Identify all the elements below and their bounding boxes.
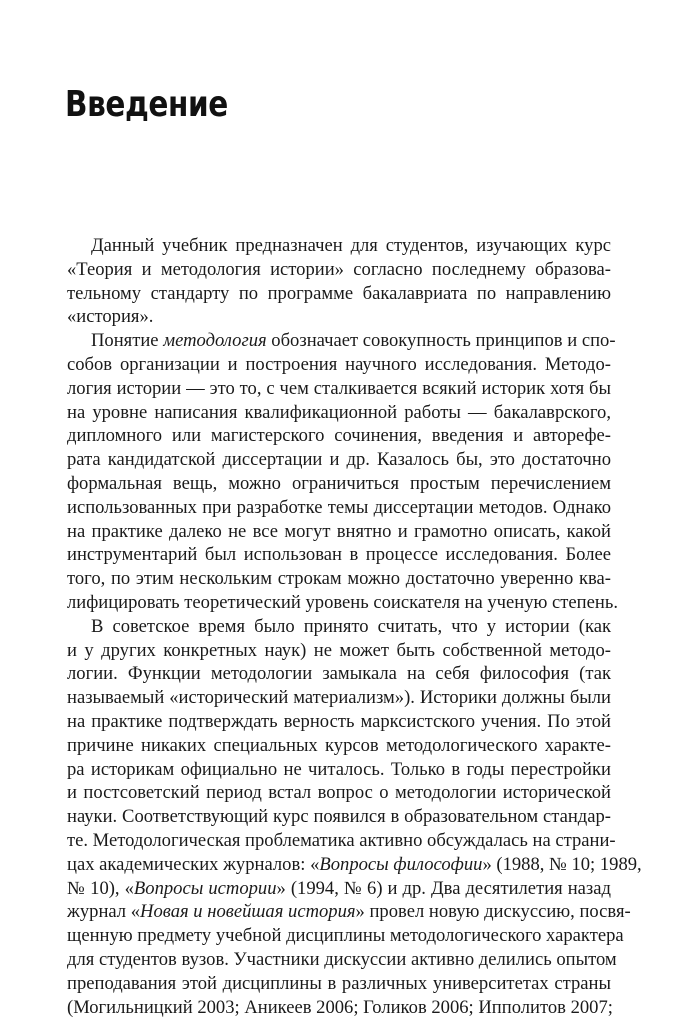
text-line: цах академических журналов: «Вопросы философии» (1988, № 10; 1989, bbox=[67, 853, 611, 877]
text-line: Понятие методология обозначает совокупность принципов и спо- bbox=[67, 329, 611, 353]
text-line: того, по этим нескольким строкам можно достаточно уверенно ква- bbox=[67, 567, 611, 591]
text-line: использованных при разработке темы диссертации методов. Однако bbox=[67, 496, 611, 520]
text-line: на практике подтверждать верность марксистского учения. По этой bbox=[67, 710, 611, 734]
chapter-heading: Введение bbox=[65, 84, 228, 125]
text-line: тельному стандарту по программе бакалавриата по направлению bbox=[67, 282, 611, 306]
text-line: преподавания этой дисциплины в различных университетах страны bbox=[67, 972, 611, 996]
text-line: (Могильницкий 2003; Аникеев 2006; Голиков 2006; Ипполитов 2007; bbox=[67, 996, 611, 1019]
text-line: науки. Соответствующий курс появился в образовательном стандар- bbox=[67, 805, 611, 829]
text-line: Данный учебник предназначен для студентов, изучающих курс bbox=[67, 234, 611, 258]
text-line: № 10), «Вопросы истории» (1994, № 6) и др. Два десятилетия назад bbox=[67, 877, 611, 901]
text-line: на практике далеко не все могут внятно и грамотно описать, какой bbox=[67, 520, 611, 544]
text-line: «история». bbox=[67, 305, 611, 329]
text-line: причине никаких специальных курсов методологического характе- bbox=[67, 734, 611, 758]
text-line: логия истории — это то, с чем сталкивается всякий историк хотя бы bbox=[67, 377, 611, 401]
text-line: щенную предмету учебной дисциплины методологического характера bbox=[67, 924, 611, 948]
text-line: ра историкам официально не читалось. Только в годы перестройки bbox=[67, 758, 611, 782]
text-line: «Теория и методология истории» согласно последнему образова- bbox=[67, 258, 611, 282]
text-line: дипломного или магистерского сочинения, введения и авторефе- bbox=[67, 424, 611, 448]
text-line: и постсоветский период встал вопрос о методологии исторической bbox=[67, 781, 611, 805]
text-line: лифицировать теоретический уровень соискателя на ученую степень. bbox=[67, 591, 611, 615]
text-line: формальная вещь, можно ограничиться простым перечислением bbox=[67, 472, 611, 496]
text-line: рата кандидатской диссертации и др. Казалось бы, это достаточно bbox=[67, 448, 611, 472]
text-line: инструментарий был использован в процессе исследования. Более bbox=[67, 543, 611, 567]
text-line: для студентов вузов. Участники дискуссии активно делились опытом bbox=[67, 948, 611, 972]
text-line: В советское время было принято считать, что у истории (как bbox=[67, 615, 611, 639]
text-line: на уровне написания квалификационной работы — бакалаврского, bbox=[67, 401, 611, 425]
text-line: журнал «Новая и новейшая история» провел новую дискуссию, посвя- bbox=[67, 900, 611, 924]
text-line: и у других конкретных наук) не может быть собственной методо- bbox=[67, 639, 611, 663]
body-text bbox=[67, 234, 611, 1019]
text-line: называемый «исторический материализм»). Историки должны были bbox=[67, 686, 611, 710]
text-line: те. Методологическая проблематика активно обсуждалась на страни- bbox=[67, 829, 611, 853]
text-line: собов организации и построения научного исследования. Методо- bbox=[67, 353, 611, 377]
text-line: логии. Функции методологии замыкала на себя философия (так bbox=[67, 662, 611, 686]
